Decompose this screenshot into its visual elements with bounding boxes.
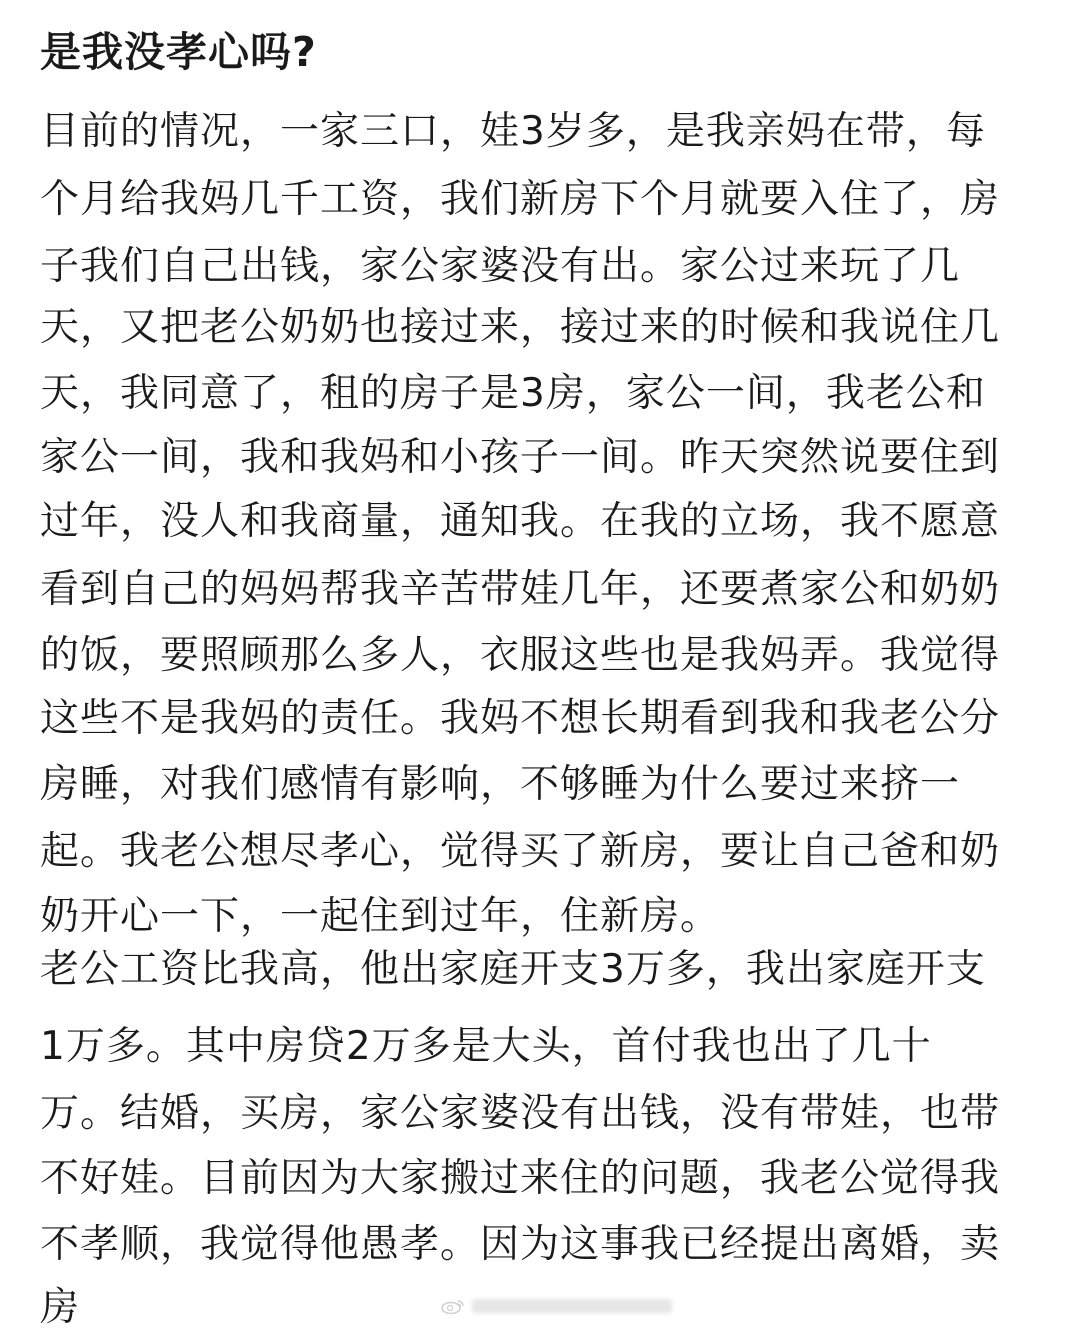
post-body-line: 不孝顺，我觉得他愚孝。因为这事我已经提出离婚，卖 bbox=[40, 1222, 1001, 1267]
post-body-line: 的饭，要照顾那么多人，衣服这些也是我妈弄。我觉得 bbox=[40, 633, 1001, 678]
post-body-line: 1万多。其中房贷2万多是大头，首付我也出了几十 bbox=[40, 1024, 932, 1069]
post-body-line: 不好娃。目前因为大家搬过来住的问题，我老公觉得我 bbox=[40, 1156, 1001, 1201]
watermark bbox=[440, 1296, 672, 1316]
post-body-line: 天，又把老公奶奶也接过来，接过来的时候和我说住几 bbox=[40, 305, 1001, 350]
post-body-line: 房 bbox=[40, 1285, 81, 1330]
post-body-line: 子我们自己出钱，家公家婆没有出。家公过来玩了几 bbox=[40, 244, 961, 289]
post-body-line: 过年，没人和我商量，通知我。在我的立场，我不愿意 bbox=[40, 499, 1001, 544]
post-body-line: 看到自己的妈妈帮我辛苦带娃几年，还要煮家公和奶奶 bbox=[40, 567, 1001, 612]
watermark-blurred-text bbox=[472, 1299, 672, 1313]
post-title: 是我没孝心吗? bbox=[40, 28, 317, 76]
post-body-line: 起。我老公想尽孝心，觉得买了新房，要让自己爸和奶 bbox=[40, 829, 1001, 874]
post-body-line: 目前的情况，一家三口，娃3岁多，是我亲妈在带，每 bbox=[40, 109, 986, 154]
post-body-line: 奶开心一下，一起住到过年，住新房。 bbox=[40, 894, 721, 939]
post-body-line: 万。结婚，买房，家公家婆没有出钱，没有带娃，也带 bbox=[40, 1091, 1001, 1136]
post-body-line: 房睡，对我们感情有影响，不够睡为什么要过来挤一 bbox=[40, 762, 961, 807]
post-body-line: 老公工资比我高，他出家庭开支3万多，我出家庭开支 bbox=[40, 947, 986, 992]
post-body-line: 个月给我妈几千工资，我们新房下个月就要入住了，房 bbox=[40, 177, 1001, 222]
post-body-line: 这些不是我妈的责任。我妈不想长期看到我和我老公分 bbox=[40, 696, 1001, 741]
post-body-line: 家公一间，我和我妈和小孩子一间。昨天突然说要住到 bbox=[40, 435, 1001, 480]
post-body-line: 天，我同意了，租的房子是3房，家公一间，我老公和 bbox=[40, 371, 986, 416]
